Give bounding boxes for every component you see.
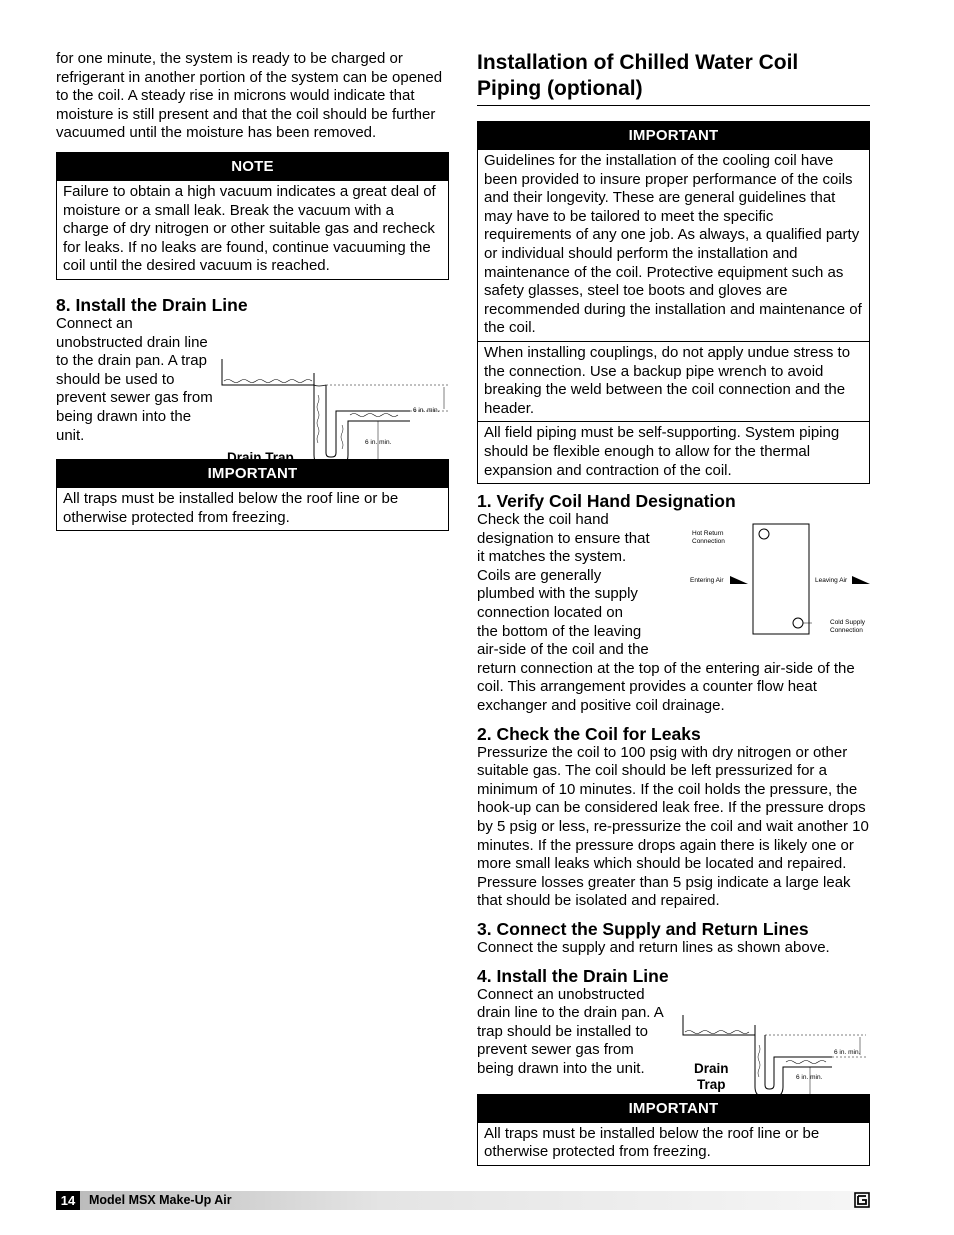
verify-line: the bottom of the leaving xyxy=(477,622,642,640)
dim-top-label: 6 in. min. xyxy=(834,1049,861,1056)
dim-bottom-label: 6 in. min. xyxy=(796,1074,823,1081)
drain-trap-label: Drain Trap xyxy=(227,450,294,465)
hot-return-label: Connection xyxy=(692,538,725,545)
entering-air-arrow-icon xyxy=(730,576,748,584)
note-box xyxy=(56,152,449,280)
important-box-right xyxy=(477,121,870,484)
leaving-air-label: Leaving Air xyxy=(815,577,848,584)
intro-paragraph: for one minute, the system is ready to be charged or refrigerant in another portion of the system can be opened to the coil. A steady rise in microns would indicate that moisture is still present and that the coil should be further vacuumed until the moisture has been removed. xyxy=(56,50,443,142)
hot-return-connection-icon xyxy=(759,529,769,539)
important-section-2: When installing couplings, do not apply undue stress to the connection. Use a backup pipe wrench to avoid breaking the weld between the coil connection and the header. xyxy=(478,341,869,421)
cold-supply-label: Connection xyxy=(830,627,863,634)
important-section-1: Guidelines for the installation of the cooling coil have been provided to insure proper performance of the coils and their longevity. These are general guidelines that may have to be tailored to meet the specific requirements of any one job. As always, a qualified party or individual should perform the installation and maintenance of the coil. Protective equipment such as safety glasses, steel toe boots and gloves are recommended during the installation and maintenance of the coil. xyxy=(484,152,862,337)
page-footer xyxy=(56,1191,870,1210)
important-box-right-2 xyxy=(477,1094,870,1166)
important-text-right-2: All traps must be installed below the roof line or be otherwise protected from freezing. xyxy=(484,1124,820,1161)
page-title: Installation of Chilled Water Coil Piping (optional) xyxy=(477,51,799,100)
verify-line: Check the coil hand xyxy=(477,511,609,529)
verify-line: designation to ensure that xyxy=(477,529,650,547)
important-heading-right: IMPORTANT xyxy=(478,122,869,150)
verify-line: air-side of the coil and the xyxy=(477,641,649,659)
entering-air-label: Entering Air xyxy=(690,577,724,584)
verify-line: Coils are generally xyxy=(477,566,602,584)
supply-heading: 3. Connect the Supply and Return Lines xyxy=(477,918,809,939)
supply-text: Connect the supply and return lines as shown above. xyxy=(477,938,830,956)
install-drain-heading: 8. Install the Drain Line xyxy=(56,294,248,315)
leaks-heading: 2. Check the Coil for Leaks xyxy=(477,723,701,744)
verify-line: connection located on xyxy=(477,604,623,622)
coil-hand-figure xyxy=(688,522,878,640)
install-drain-text: Connect an unobstructed drain line to the drain pan. A trap should be used to prevent sewer gas from being drawn into the unit. xyxy=(56,314,213,444)
drain-text-right: Connect an unobstructed drain line to the drain pan. A trap should be installed to prevent sewer gas from being drawn into the unit. xyxy=(477,985,663,1077)
leaks-text: Pressurize the coil to 100 psig with dry nitrogen or other suitable gas. The coil should be left pressurized for a minimum of 10 minutes. If the coil holds the pressure, the hook-up can be considered leak free. If the pressure drops by 5 psig or less, re-pressurize the coil and wait another 10 minutes. If the pressure drops again there is likely one or more small leaks which should be located and repaired. Pressure losses greater than 5 psig indicate a large leak that should be isolated and repaired. xyxy=(477,743,869,910)
drain-trap-label-line: Trap xyxy=(697,1077,726,1092)
important-section-3: All field piping must be self-supporting. System piping should be flexible enough to allow for the thermal expansion and contraction of the coil. xyxy=(478,421,869,483)
brand-logo-icon xyxy=(854,1192,870,1213)
cold-supply-connection-icon xyxy=(793,618,803,628)
drain-trap-label-right xyxy=(694,1061,729,1093)
leaving-air-arrow-icon xyxy=(852,576,870,584)
verify-line: plumbed with the supply xyxy=(477,585,638,603)
dim-top-label: 6 in. min. xyxy=(413,407,440,414)
important-heading: IMPORTANT xyxy=(57,460,448,488)
footer-model-name: Model MSX Make-Up Air xyxy=(89,1193,232,1207)
coil-body xyxy=(753,524,809,634)
note-heading: NOTE xyxy=(57,153,448,181)
title-rule xyxy=(477,105,870,106)
verify-rest: return connection at the top of the entering air-side of the coil. This arrangement provides a counter flow heat exchanger and positive coil drainage. xyxy=(477,659,855,715)
hot-return-label: Hot Return xyxy=(692,530,724,537)
page-number: 14 xyxy=(56,1191,80,1210)
verify-heading: 1. Verify Coil Hand Designation xyxy=(477,491,736,512)
dim-bottom-label: 6 in. min. xyxy=(365,439,392,446)
cold-supply-label: Cold Supply xyxy=(830,619,866,626)
important-text: All traps must be installed below the roof line or be otherwise protected from freezing. xyxy=(63,490,399,526)
drain-trap-label-line: Drain xyxy=(694,1061,729,1076)
verify-line: it matches the system. xyxy=(477,548,627,566)
important-heading-right-2: IMPORTANT xyxy=(478,1095,869,1123)
note-text: Failure to obtain a high vacuum indicates a great deal of moisture or a small leak. Break the vacuum with a charge of dry nitrogen or other suitable gas and recheck for leaks. If no leaks are found, continue vacuuming the coil until the desired vacuum is reached. xyxy=(63,182,436,275)
drain-heading-right: 4. Install the Drain Line xyxy=(477,965,669,986)
